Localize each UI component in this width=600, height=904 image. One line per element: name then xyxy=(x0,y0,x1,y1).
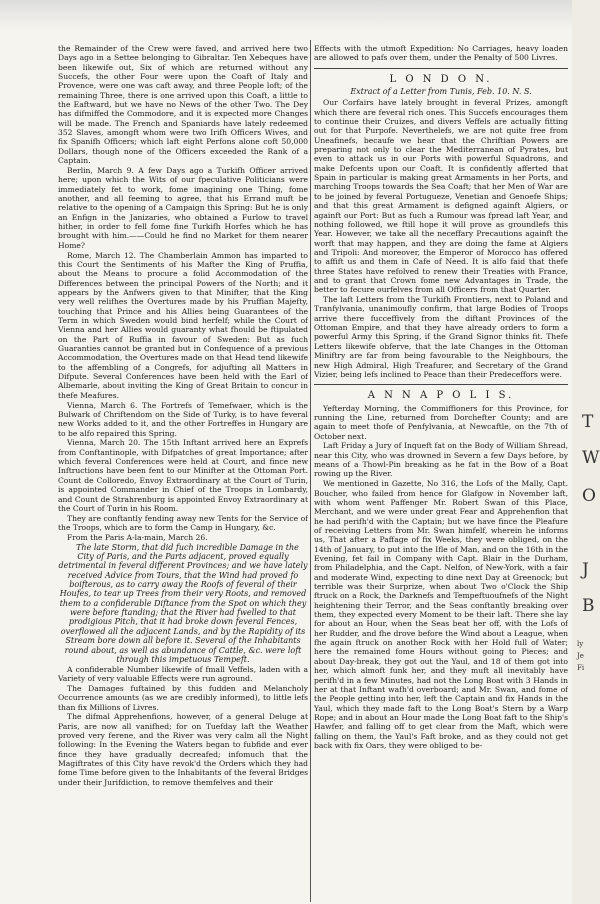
edge-letter: B xyxy=(582,596,595,616)
section-heading-london: L O N D O N. xyxy=(389,73,493,85)
paragraph: Rome, March 12. The Chamberlain Ammon has imparted to this Court the Sentiments of his Mafter the King of Pruffia, about the Means to procure a folid Accommodation of the Differences between the principal Powers of the North; and it appears by the Anfwers given to that Minifter, that the King very well relifhes the Overtures made by his Pruffian Majefty, touching that Prince and his Allies being Guarantees of the Term in which Sweden would bind herfelf; while the Court of Vienna and her Allies would guaranty what fhould be ftipulated on the Part of Ruffia in favour of Sweden: But as fuch Guaranties cannot be granted but in Confequence of a previous Accommodation, the Overtures made on that Head tend likewife to the affembling of a Congrefs, for adjufting all Matters in Difpute. Several Conferences have been held with the Earl of Albemarle, about inviting the King of Great Britain to concur in thefe Meafures. xyxy=(58,250,308,400)
section-rule xyxy=(314,68,568,69)
paragraph: Berlin, March 9. A few Days ago a Turkifh Officer arrived here; upon which the Wits of our fpeculative Politicians were immediately fet to work, fome imagining one Thing, fome another, and all feeming to agree, that his Errand muft be relative to the opening of a Campaign this Spring: But he is only an Enfign in the Janizaries, who obtained a Furlow to travel hither, in order to fell fome fine Turkifh Horfes which he has brought with him.——Could he find no Market for them nearer Home? xyxy=(58,165,308,250)
page-top-shadow xyxy=(0,0,600,30)
column-divider xyxy=(310,40,311,902)
paragraph: Yefterday Morning, the Commiffioners for this Province, for running the Line, returned from Dorchefter County; and are again to meet thofe of Penfylvania, at Newcaftle, on the 7th of October next. xyxy=(314,403,568,441)
edge-text: ly xyxy=(577,640,584,648)
paragraph: Vienna, March 20. The 15th Inftant arrived here an Exprefs from Conftantinople, with Difpatches of great Importance; after which feveral Conferences were held at Court, and fince new Inftructions have been fent to our Minifter at the Ottoman Port. Count de Colloredo, Envoy Extraordinary at the Court of Turin, is appointed Commander in Chief of the Troops in Lombardy, and Count de Strahrenburg is appointed Envoy Extraordinary at the Court of Turin in his Room. xyxy=(58,438,308,513)
paragraph: Laft Friday a Jury of Inqueft fat on the Body of William Shread, near this City, who was drowned in Severn a few Days before, by means of a Thowl-Pin breaking as he fat in the Bow of a Boat rowing up the River. xyxy=(314,441,568,479)
edge-text: Je xyxy=(577,652,584,660)
section-subheading: Extract of a Letter from Tunis, Feb. 10. N. S. xyxy=(350,87,532,97)
paragraph: The difmal Apprehenfions, however, of a general Deluge at Paris, are now all vanifhed; for on Tuefday laft the Weather proved very ferene, and the River was very calm all the Night following: In the Evening the Waters began to fubfide and ever fince they have gradually decreafed; infomuch that the Magiftrates of this City have revok'd the Orders which they had fome Time before given to the Inhabitants of the feveral Bridges under their Jurifdiction, to remove themfelves and their xyxy=(58,712,308,787)
paragraph: Effects with the utmoft Expedition: No Carriages, heavy loaden are allowed to pafs over them, under the Penalty of 500 Livres. xyxy=(314,44,568,63)
section-rule xyxy=(314,384,568,385)
edge-letter: W xyxy=(582,448,600,468)
paragraph: A confiderable Number likewife of fmall Veffels, laden with a Variety of very valuable Effects were run aground. xyxy=(58,664,308,684)
dateline-heading: The late Storm, that did fuch incredible Damage in the City of Paris, and the Parts adjacent, proved equally detrimental in feveral different Provinces; and we have lately received Advice from Tours, that the Wind had proved fo boifterous, as to carry away the Roofs of feveral of their Houfes, to tear up Trees from their very Roots, and removed them to a confiderable Diftance from the Spot on which they were before ftanding; that the River had fwelled to that prodigious Pitch, that it had broke down feveral Fences, overflowed all the adjacent Lands, and by the Rapidity of its Stream bore down all before it. Several of the Inhabitants round about, as well as abundance of Cattle, &c. were loft through this impetuous Tempeft. xyxy=(58,542,308,664)
section-heading-annapolis: A N N A P O L I S. xyxy=(367,390,515,402)
edge-letter: T xyxy=(582,412,594,432)
paragraph: Our Corfairs have lately brought in feveral Prizes, amongft which there are feveral rich ones. This Succefs encourages them to continue their Cruizes, and divers Veffels are actually fitting out for that Purpofe. Neverthelefs, we are not quite free from Uneafinefs, becaufe we hear that the Chriftian Powers are preparing not only to clear the Mediterranean of Pyrates, but even to attack us in our Ports with powerful Squadrons, and make Defcents upon our Coaft. It is confidently afferted that Spain in particular is making great Armaments in her Ports, and marching Troops towards the Sea Coaft; that her Men of War are to be joined by feveral Portugueze, Venetian and Genoefe Ships; and that this great Armament is defigned againft Algiers, or againft our Port: But as fuch a Rumour was fpread laft Year, and nothing followed, we ftill hope it will prove as groundlefs this Year. However, we take all the neceffary Precautions againft the worft that may happen, and they are doing the fame at Algiers and Tripoli: And moreover, the Emperor of Morocco has offered to affift us and them in Cafe of Need. It is alfo faid that thefe three States have refolved to renew their Treaties with France, and to grant that Crown fome new Advantages in Trade, the better to fecure ourfelves from all Officers from that Quarter. xyxy=(314,98,568,295)
paragraph: The Damages fuftained by this fudden and Melancholy Occurrence amounts (as we are credibly informed), to little lefs than fix Millions of Livres. xyxy=(58,683,308,712)
paragraph: From the Paris A-la-main, March 26. xyxy=(67,532,208,542)
paragraph: The laft Letters from the Turkifh Frontiers, next to Poland and Tranfylvania, unanimoufly confirm, that large Bodies of Troops arrive there fucceffively from the diftant Provinces of the Ottoman Empire, and that they have already orders to form a powerful Army this Spring, if the Grand Signor thinks fit. Thefe Letters likewife obferve, that the late Changes in the Ottoman Miniftry are far from being favourable to the Neighbours, the new High Admiral, High Treafurer, and Secretary of the Grand Vizier, being lefs inclined to Peace than their Predeceffors were. xyxy=(314,295,568,379)
paragraph: They are conftantly fending away new Tents for the Service of the Troops, which are to form the Camp in Hungary, &c. xyxy=(58,513,308,533)
edge-letter: J xyxy=(582,560,589,580)
right-column xyxy=(314,44,568,900)
paragraph: the Remainder of the Crew were faved, and arrived here two Days ago in a Settee belonging to Gibraltar. Ten Xebeques have been likewife out, Six of which are returned without any Succefs, the other Four were upon the Coaft of Italy and Provence, were one was caft away, and three People loft; of the remaining Three, there is one arrived upon this Coaft, a little to the Eaftward, but we have no News of the other Two. The Dey has difmiffed the Commodore, and it is expected more Changes will be made. The French and Spaniards have lately redeemed 352 Slaves, amongft whom were two Irifh Officers Wives, and fix Spanifh Officers; which laft eight Perfons alone coft 50,000 Dollars, though none of the Officers exceeded the Rank of a Captain. xyxy=(58,44,308,166)
edge-text: Fi xyxy=(577,664,585,672)
edge-letter: O xyxy=(582,486,596,506)
paragraph: Vienna, March 6. The Fortrefs of Temefwaer, which is the Bulwark of Chriftendom on the Side of Turky, is to have feveral new Works added to it, and the other Fortreffes in Hungary are to be alfo repaired this Spring. xyxy=(58,400,308,438)
paragraph: We mentioned in Gazette, No 316, the Lofs of the Mally, Capt. Boucher, who failed from hence for Glafgow in November laft, with whom went Paffenger Mr. Robert Swan of this Place, Merchant, and we were under great Fear and Apprehenfion that he had perifh'd with the Captain; but we have fince the Pleafure of receiving Letters from Mr. Swan himfelf, wherein he informs us, That after a Paffage of fix Weeks, they were obliged, on the 14th of January, to put into the Ifle of Man, and on the 16th in the Evening, fet fail in Company with Capt. Blair in the Durham, from Philadelphia, and the Capt. Nelfon, of New-York, with a fair and moderate Wind, expecting to dine next Day at Greenock; but terrible was their Surprize, when about Two o'Clock the Ship ftruck on a Rock, the Darknefs and Tempeftuoufnefs of the Night heightening their Terror, and the Seas conftantly breaking over them, they expected every Moment to be their laft. There she lay for about an Hour, when the Seas beat her off, with the Lofs of her Rudder, and fhe drove before the Wind about a League, when fhe again ftruck on another Rock with her Hold full of Water; here the remained fome Hours without going to Pieces; and about Day-break, they got out the Yaul, and 18 of them got into her, which almoft funk her, and they muft all inevitably have perifh'd in a few Minutes, had not the Long Boat with 3 Hands in her at that Inftant wafh'd overboard; and Mr. Swan, and fome of the People getting into her, left the Captain and fix Hands in the Yaul, which they made faft to the Long Boat's Stern by a Warp Rope; and in about an Hour made the Long Boat faft to the Ship's Hawfer, and falling off to get clear from the Maft, which were falling on them, the Yaul's Faft broke, and as they could not get back with fix Oars, they were obliged to be- xyxy=(314,479,568,750)
left-column xyxy=(58,44,308,900)
